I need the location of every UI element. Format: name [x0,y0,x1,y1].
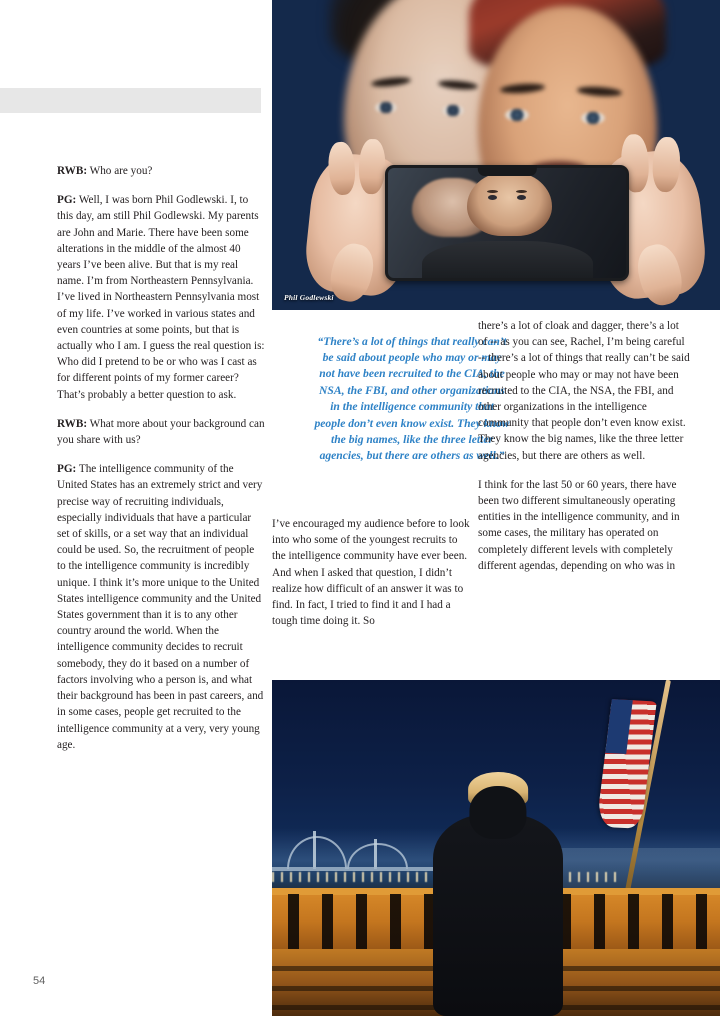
left-hand-finger-2 [358,139,386,195]
screen-face-front [467,172,553,236]
photo-riverboat-deck [272,680,720,1016]
speaker-label: RWB: [57,165,88,177]
left-column-paragraph: RWB: Who are you? [57,165,153,177]
body-column-middle [272,516,470,642]
speaker-label: RWB: [57,417,88,430]
right-thumb [632,240,687,309]
bridge-tower-right [374,839,377,869]
phone-notch [478,165,536,176]
bridge-tower-left [313,831,316,869]
header-grey-rule [0,88,261,113]
right-face-eye-right [581,112,605,124]
right-face-eye-left [505,109,529,121]
bridge-deck [272,867,460,871]
american-flag [596,699,656,828]
photo-phil-godlewski-phone [272,0,720,310]
man-silhouette [433,814,563,1016]
body-column-left [57,163,265,766]
screen-face-brow-right [516,190,527,193]
left-column-paragraph: PG: Well, I was born Phil Godlewski. I, to this day, am still Phil Godlewski. My parents are John and Marie. There have been some alterations in the middle of the almost 40 years I’ve been alive. But that is my real name. I’m from Northeastern Pennsylvania. I’ve lived in Northeastern Pennsylvania most of my life. I’ve worked in various states and even countries at some points, but that is actually who I am. I guess the real question is: Who did I pretend to be or who was I cast as for different points of my former career? That’s probably a better question to ask. [57,194,265,401]
page-number: 54 [33,975,46,987]
phone-screen [388,168,626,278]
screen-face-eye-left [488,195,497,200]
speaker-label: PG: [57,194,77,207]
speaker-label: PG: [57,463,77,476]
photo-caption-top: Phil Godlewski [284,293,334,302]
pull-quote: “There’s a lot of things that really can’t be said about people who may or may not have been recruited to the CIA, the NSA, the FBI, and other organizations in the intelligence community that people don’t even know exist. They know the big names, like the three letter agencies, but there are others as well.” [314,334,510,463]
screen-face-brow-left [487,190,498,193]
right-column-paragraph: there’s a lot of cloak and dagger, there’s a lot of -- as you can see, Rachel, I’m being careful -- there’s a lot of things that really can’t be said about people who may or may not have been recruited to the CIA, the NSA, the FBI, and other organizations in the intelligence community that people don’t even know exist. They know the big names, like the three letter agencies, but there are others as well. [478,320,690,462]
flag-canton [605,699,632,753]
mans-head [470,786,527,838]
smartphone [385,165,629,281]
middle-column-paragraph: I’ve encouraged my audience before to look into who some of the youngest recruits to the intelligence community have ever been. And when I asked that question, I didn’t realize how difficult of an answer it was to find. In fact, I tried to find it and I had a tough time doing it. So [272,518,470,628]
hands-holding-phone [317,149,698,310]
right-column-paragraph: I think for the last 50 or 60 years, there have been two different simultaneously operating entities in the intelligence community, and in some cases, the military has operated on completely different levels with completely different agendas, depending on who was in [478,478,680,572]
screen-face-eye-right [517,195,526,200]
left-column-paragraph: RWB: What more about your background can you share with us? [57,417,265,447]
bridge-arc-left [287,836,347,869]
screen-subject-body [422,241,593,278]
left-column-paragraph: PG: The intelligence community of the United States has an extremely strict and very precise way of recruiting individuals, especially individuals that have a particular set of skills, or a set way that an individual could be used. So, the recruitment of people to the intelligence community is incredibly unique. I think it’s more unique to the United States intelligence community and the United States government than it is to any other country around the world. When the intelligence community decides to recruit somebody, they do it based on a number of factors involving who a person is, and what their background has been in past careers, and in some cases, people get recruited to the intelligence community at a very, very young age. [57,463,264,751]
left-hand-finger-1 [327,141,356,195]
bridge-arc-right [347,843,407,869]
body-column-right [478,318,690,587]
